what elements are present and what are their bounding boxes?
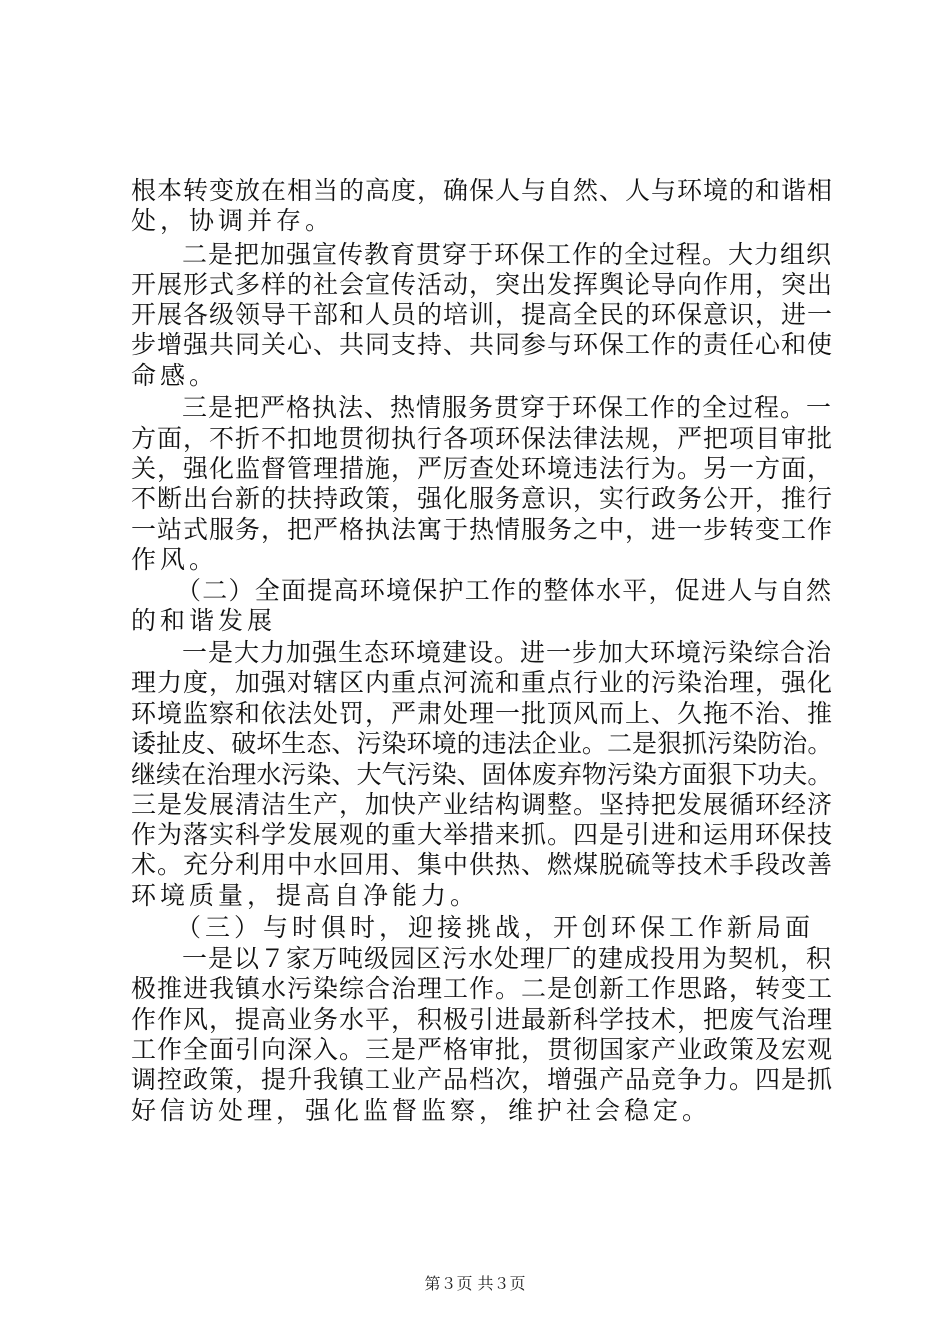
text-line: 一站式服务，把严格执法寓于热情服务之中，进一步转变工作: [131, 515, 834, 544]
text-line: 开展形式多样的社会宣传活动，突出发挥舆论导向作用，突出: [131, 270, 834, 299]
text-line: 诿扯皮、破坏生态、污染环境的违法企业。二是狠抓污染防治。: [131, 729, 833, 758]
text-line: 三是把严格执法、热情服务贯穿于环保工作的全过程。一: [182, 393, 833, 422]
text-line: 环境监察和依法处罚，严肃处理一批顶风而上、久拖不治、推: [131, 699, 834, 728]
text-line: 作作风，提高业务水平，积极引进最新科学技术，把废气治理: [131, 1005, 834, 1034]
section-heading: （二）全面提高环境保护工作的整体水平，促进人与自然: [176, 576, 833, 605]
text-line: 开展各级领导干部和人员的培训，提高全民的环保意识，进一: [131, 300, 834, 329]
text-line: 环境质量，提高自净能力。: [131, 881, 480, 910]
text-line: 三是发展清洁生产，加快产业结构调整。坚持把发展循环经济: [131, 790, 834, 819]
text-line: 处，协调并存。: [131, 206, 335, 235]
text-line: 一是大力加强生态环境建设。进一步加大环境污染综合治: [182, 638, 833, 667]
text-line: 命感。: [131, 361, 219, 390]
text-line: 极推进我镇水污染综合治理工作。二是创新工作思路，转变工: [131, 974, 834, 1003]
text-line: 理力度，加强对辖区内重点河流和重点行业的污染治理，强化: [131, 668, 834, 697]
section-heading: （三）与时俱时，迎接挑战，开创环保工作新局面: [176, 913, 815, 942]
text-line: 作风。: [131, 545, 219, 574]
text-line: 方面，不折不扣地贯彻执行各项环保法律法规，严把项目审批: [131, 424, 834, 453]
text-line: 好信访处理，强化监督监察，维护社会稳定。: [131, 1096, 712, 1125]
text-line: 工作全面引向深入。三是严格审批，贯彻国家产业政策及宏观: [131, 1035, 834, 1064]
page-number-footer: 第３页 共３页: [424, 1274, 526, 1293]
text-line: 继续在治理水污染、大气污染、固体废弃物污染方面狠下功夫。: [131, 760, 833, 789]
section-heading: 的和谐发展: [131, 606, 277, 635]
text-line: 一是以７家万吨级园区污水处理厂的建成投用为契机，积: [182, 944, 833, 973]
text-line: 作为落实科学发展观的重大举措来抓。四是引进和运用环保技: [131, 820, 834, 849]
text-line: 根本转变放在相当的高度，确保人与自然、人与环境的和谐相: [131, 176, 834, 205]
text-line: 术。充分利用中水回用、集中供热、燃煤脱硫等技术手段改善: [131, 850, 834, 879]
text-line: 步增强共同关心、共同支持、共同参与环保工作的责任心和使: [131, 330, 834, 359]
text-line: 不断出台新的扶持政策，强化服务意识，实行政务公开，推行: [131, 484, 834, 513]
text-line: 关，强化监督管理措施，严厉查处环境违法行为。另一方面，: [131, 454, 834, 483]
text-line: 调控政策，提升我镇工业产品档次，增强产品竞争力。四是抓: [131, 1065, 834, 1094]
text-line: 二是把加强宣传教育贯穿于环保工作的全过程。大力组织: [182, 240, 833, 269]
